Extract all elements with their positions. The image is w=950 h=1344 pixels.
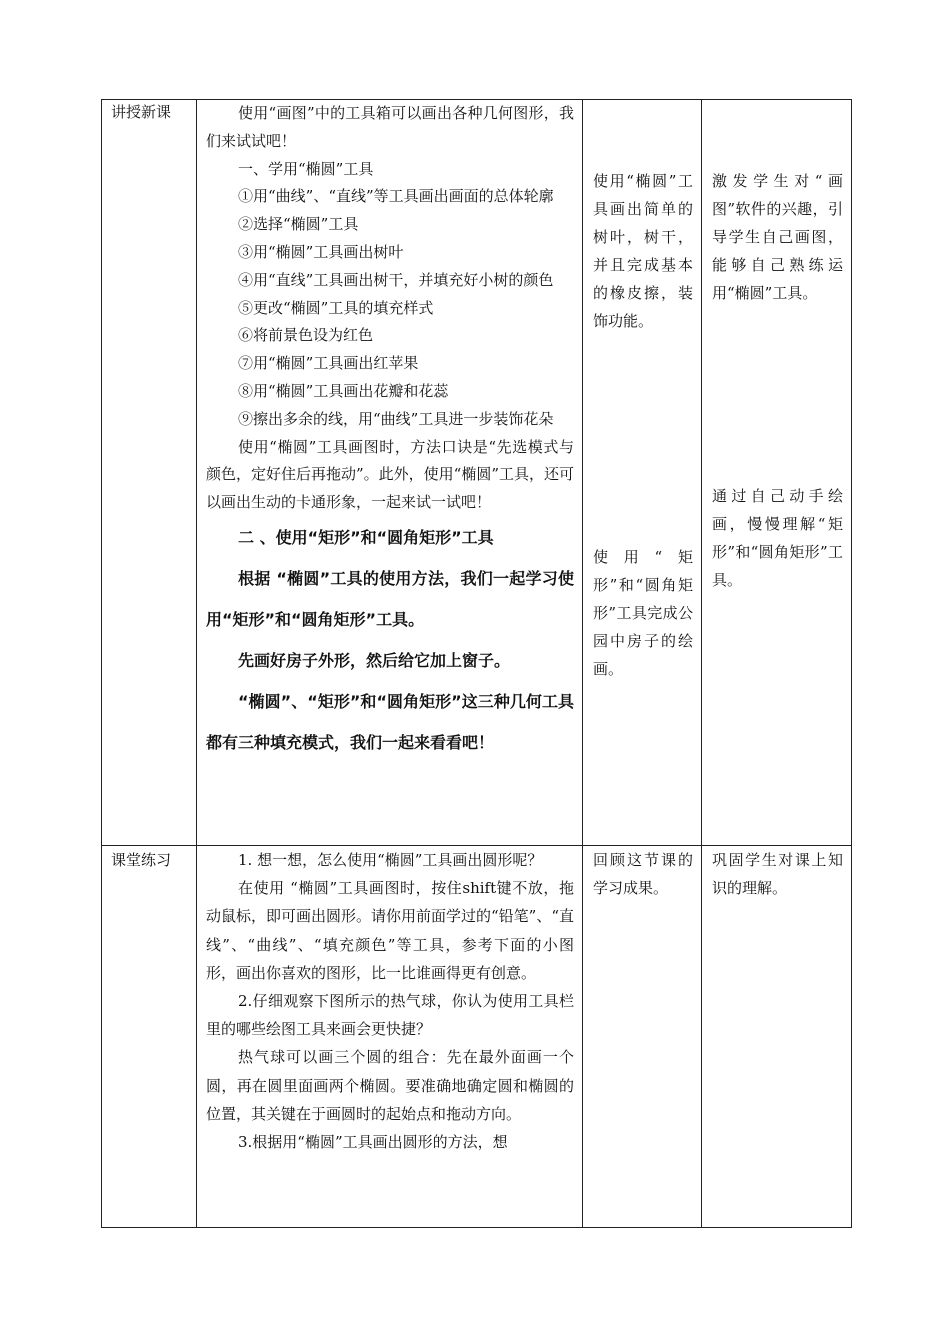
table-row-practice bbox=[102, 846, 852, 1228]
section2-paragraph: 根据 “椭圆”工具的使用方法，我们一起学习使用“矩形”和“圆角矩形”工具。 bbox=[206, 568, 574, 629]
design-intent-text: 激发学生对“画图”软件的兴趣，引导学生自己画图，能够自己熟练运用“椭圆”工具。 bbox=[712, 172, 843, 302]
step-item: ⑧用“椭圆”工具画出花瓣和花蕊 bbox=[238, 381, 449, 400]
student-activity-text: 使用“矩形”和“圆角矩形”工具完成公园中房子的绘画。 bbox=[593, 548, 693, 678]
section2-paragraph: 先画好房子外形，然后给它加上窗子。 bbox=[238, 650, 511, 670]
category-label: 课堂练习 bbox=[111, 851, 172, 869]
section2-paragraph: “椭圆”、“矩形”和“圆角矩形”这三种几何工具都有三种填充模式，我们一起来看看吧！ bbox=[206, 691, 574, 752]
step-item: ⑥将前景色设为红色 bbox=[238, 326, 374, 345]
student-activity-cell bbox=[583, 846, 702, 1228]
design-intent-text: 通过自己动手绘画，慢慢理解“矩形”和“圆角矩形”工具。 bbox=[712, 487, 843, 589]
category-cell bbox=[102, 846, 197, 1228]
step-item: ③用“椭圆”工具画出树叶 bbox=[238, 242, 404, 261]
question-3: 3.根据用“椭圆”工具画出圆形的方法，想 bbox=[238, 1133, 508, 1152]
section2-title: 二 、使用“矩形”和“圆角矩形”工具 bbox=[238, 527, 494, 547]
table-row-new-lesson bbox=[102, 100, 852, 846]
question-1: 1. 想一想，怎么使用“椭圆”工具画出圆形呢？ bbox=[238, 851, 543, 869]
step-item: ⑨擦出多余的线，用“曲线”工具进一步装饰花朵 bbox=[238, 409, 554, 428]
question-2: 2.仔细观察下图所示的热气球，你认为使用工具栏里的哪些绘图工具来画会更快捷？ bbox=[206, 992, 574, 1039]
student-activity-text: 使用“椭圆”工具画出简单的树叶，树干，并且完成基本的橡皮擦，装饰功能。 bbox=[593, 172, 693, 330]
step-item: ①用“曲线”、“直线”等工具画出画面的总体轮廓 bbox=[238, 187, 554, 206]
question-2-answer: 热气球可以画三个圆的组合：先在最外面画一个圆，再在圆里面画两个椭圆。要准确地确定圆和椭圆的位置，其关键在于画圆时的起始点和拖动方向。 bbox=[206, 1048, 574, 1123]
question-1-answer: 在使用 “椭圆”工具画图时，按住shift键不放，拖动鼠标，即可画出圆形。请你用前面学过的“铅笔”、“直线”、“曲线”、“填充颜色”等工具，参考下面的小图形，画出你喜欢的图形，比一比谁画得更有创意。 bbox=[206, 879, 575, 982]
student-activity-text: 回顾这节课的学习成果。 bbox=[593, 851, 693, 897]
section1-title: 一、学用“椭圆”工具 bbox=[238, 159, 374, 178]
content-cell bbox=[197, 846, 583, 1228]
design-intent-cell bbox=[702, 846, 852, 1228]
category-label: 讲授新课 bbox=[111, 103, 172, 121]
step-item: ②选择“椭圆”工具 bbox=[238, 215, 359, 234]
design-intent-text: 巩固学生对课上知识的理解。 bbox=[712, 851, 843, 897]
content-cell bbox=[197, 100, 583, 846]
student-activity-cell bbox=[583, 100, 702, 846]
step-item: ④用“直线”工具画出树干，并填充好小树的颜色 bbox=[238, 270, 554, 289]
tip-paragraph: 使用“椭圆”工具画图时，方法口诀是“先选模式与颜色，定好住后再拖动”。此外，使用“椭圆”工具，还可以画出生动的卡通形象，一起来试一试吧！ bbox=[206, 437, 575, 512]
step-item: ⑤更改“椭圆”工具的填充样式 bbox=[238, 298, 434, 317]
step-item: ⑦用“椭圆”工具画出红苹果 bbox=[238, 354, 419, 373]
category-cell bbox=[102, 100, 197, 846]
lesson-plan-table bbox=[101, 99, 852, 1228]
intro-paragraph: 使用“画图”中的工具箱可以画出各种几何图形，我们来试试吧！ bbox=[206, 104, 574, 150]
design-intent-cell bbox=[702, 100, 852, 846]
